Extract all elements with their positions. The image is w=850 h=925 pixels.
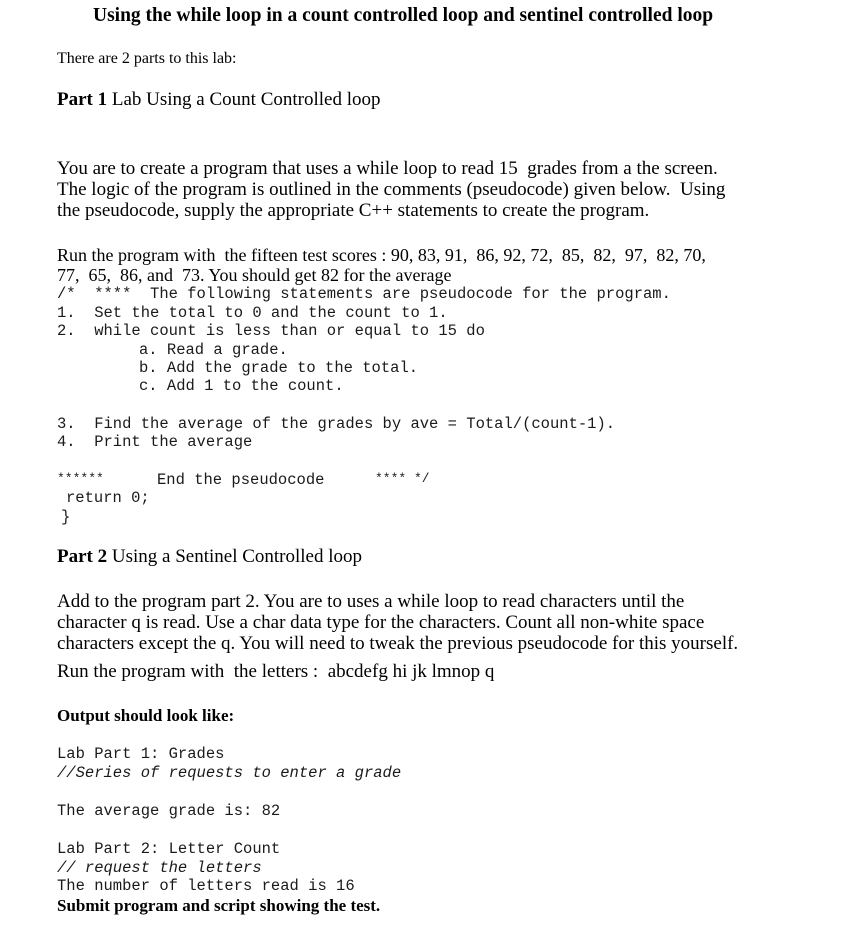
pseudocode-step-3: 3. Find the average of the grades by ave = Total/(count-1). xyxy=(57,415,616,433)
intro-text: There are 2 parts to this lab: xyxy=(57,50,237,67)
pseudocode-substep-a: a. Read a grade. xyxy=(139,341,288,359)
part1-line: You are to create a program that uses a while loop to read 15 grades from a the screen. xyxy=(57,158,718,179)
closing-brace: } xyxy=(61,508,71,526)
part2-heading xyxy=(57,546,362,568)
submit-instructions: Submit program and script showing the test. xyxy=(57,896,381,915)
part2-title: Using a Sentinel Controlled loop xyxy=(107,546,363,567)
output-line-6: The number of letters read is 16 xyxy=(57,877,355,895)
output-line-1: Lab Part 1: Grades xyxy=(57,745,225,763)
part2-run-instructions: Run the program with the letters : abcdefg hi jk lmnop q xyxy=(57,661,495,682)
pseudocode-end-text: End the pseudocode xyxy=(157,471,325,489)
part2-line: character q is read. Use a char data type for the characters. Count all non-white space xyxy=(57,612,705,633)
part2-paragraph xyxy=(57,570,738,675)
part1-heading xyxy=(57,89,381,111)
pseudocode-end-stars: ****** xyxy=(57,471,104,486)
run-line: Run the program with the fifteen test scores : 90, 83, 91, 86, 92, 72, 85, 82, 97, 82, 70, xyxy=(57,245,706,265)
output-heading: Output should look like: xyxy=(57,706,235,725)
pseudocode-step-2: 2. while count is less than or equal to 15 do xyxy=(57,322,485,340)
return-statement: return 0; xyxy=(66,489,150,507)
pseudocode-end-close: **** */ xyxy=(375,471,430,486)
pseudocode-substep-b: b. Add the grade to the total. xyxy=(139,359,419,377)
part2-line: Add to the program part 2. You are to uses a while loop to read characters until the xyxy=(57,591,685,612)
pseudocode-step-4: 4. Print the average xyxy=(57,433,253,451)
pseudocode-header: /* **** The following statements are pseudocode for the program. xyxy=(57,285,671,303)
run-line: 77, 65, 86, and 73. You should get 82 for the average xyxy=(57,265,452,285)
part1-title: Lab Using a Count Controlled loop xyxy=(107,89,381,110)
output-line-4: Lab Part 2: Letter Count xyxy=(57,840,281,858)
output-line-2: //Series of requests to enter a grade xyxy=(57,764,402,782)
part1-label: Part 1 xyxy=(57,89,108,110)
page-title: Using the while loop in a count controlled loop and sentinel controlled loop xyxy=(93,5,714,26)
part1-line: the pseudocode, supply the appropriate C++ statements to create the program. xyxy=(57,200,650,221)
output-line-3: The average grade is: 82 xyxy=(57,802,281,820)
part1-line: The logic of the program is outlined in the comments (pseudocode) given below. Using xyxy=(57,179,726,200)
pseudocode-substep-c: c. Add 1 to the count. xyxy=(139,377,344,395)
part2-line: characters except the q. You will need to tweak the previous pseudocode for this yourself. xyxy=(57,633,739,654)
output-line-5: // request the letters xyxy=(57,859,262,877)
part2-label: Part 2 xyxy=(57,546,108,567)
pseudocode-step-1: 1. Set the total to 0 and the count to 1. xyxy=(57,304,448,322)
